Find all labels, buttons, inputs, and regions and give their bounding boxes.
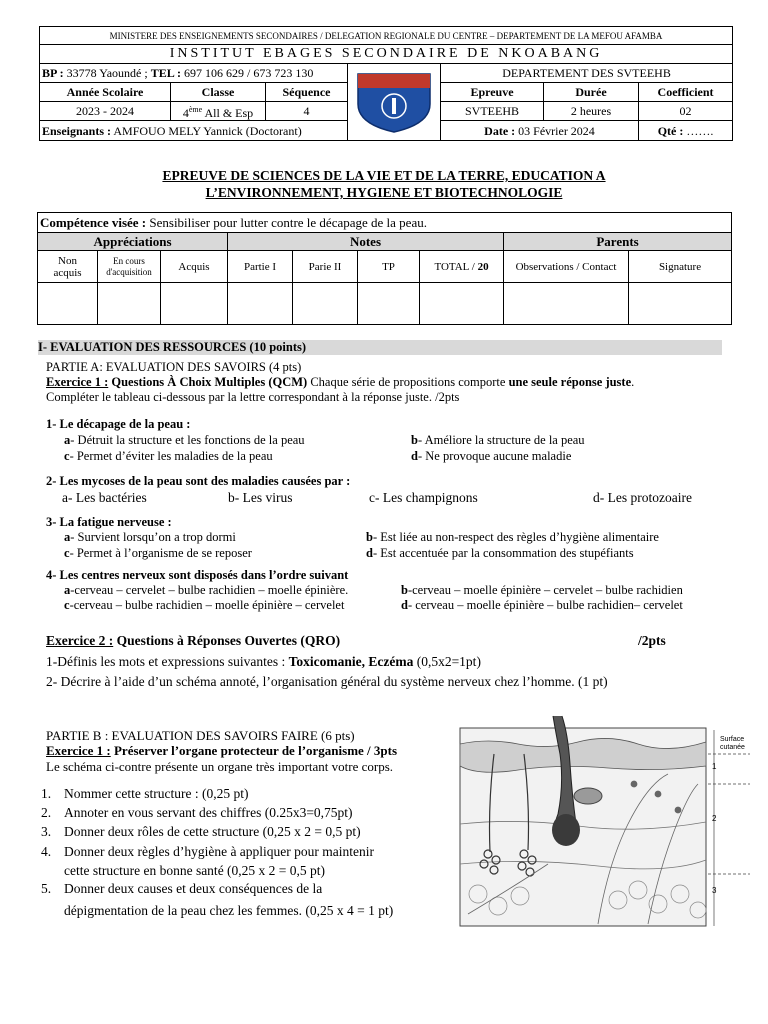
q2-option-a: a- Les bactéries (62, 490, 147, 505)
partie-b-intro: Le schéma ci-contre présente un organe très important votre corps. (46, 759, 394, 774)
header-table (39, 26, 733, 141)
q1-option-c: c- Permet d’éviter les maladies de la peau (64, 449, 273, 463)
duree-value: 2 heures (544, 102, 639, 121)
cell-empty (98, 283, 161, 325)
title-line-2: L’ENVIRONNEMENT, HYGIENE ET BIOTECHNOLOGIE (205, 185, 563, 200)
coefficient-value: 02 (639, 102, 733, 121)
q3-option-a: a- Survient lorsqu’on a trop dormi (64, 530, 236, 544)
col-non-acquis: Non acquis (38, 251, 98, 283)
department-name: DEPARTEMENT DES SVTEEHB (441, 64, 733, 83)
q4-option-a: a-cerveau – cervelet – bulbe rachidien – moelle épinière. (64, 583, 349, 597)
col-observations: Observations / Contact (504, 251, 629, 283)
partie-b-exercise: Exercice 1 : Préserver l’organe protecteur de l’organisme / 3pts (46, 743, 398, 758)
surface-label: Surface cutanée (720, 736, 745, 751)
ex1-instruction: Compléter le tableau ci-dessous par la lettre correspondant à la réponse juste. /2pts (46, 390, 460, 404)
shield-logo-icon (352, 70, 436, 134)
ex2-title: Exercice 2 : Questions à Réponses Ouvertes (QRO) (46, 633, 341, 648)
sequence-value: 4 (266, 102, 348, 121)
parents-header: Parents (504, 233, 732, 251)
q1-option-a: a- Détruit la structure et les fonctions de la peau (64, 433, 305, 447)
col-signature: Signature (629, 251, 732, 283)
col-coefficient: Coefficient (639, 83, 733, 102)
task-number-2: 2. (41, 805, 52, 820)
q4-option-b: b-cerveau – moelle épinière – cervelet – bulbe rachidien (401, 583, 683, 597)
task-2: Annoter en vous servant des chiffres (0.25x3=0,75pt) (64, 805, 353, 820)
task-number-1: 1. (41, 786, 52, 801)
q3-option-d: d- Est accentuée par la consommation des stupéfiants (366, 546, 634, 560)
col-total: TOTAL / 20 (420, 251, 504, 283)
task-5-continued: dépigmentation de la peau chez les femmes. (0,25 x 4 = 1 pt) (64, 903, 394, 918)
task-4: Donner deux règles d’hygiène à appliquer pour maintenir (64, 844, 375, 859)
task-5: Donner deux causes et deux conséquences de la (64, 881, 323, 896)
q3-option-c: c- Permet à l’organisme de se reposer (64, 546, 252, 560)
task-number-5: 5. (41, 881, 52, 896)
q4-option-c: c-cerveau – bulbe rachidien – moelle épinière – cervelet (64, 598, 345, 612)
task-4-continued: cette structure en bonne santé (0,25 x 2 = 0,5 pt) (64, 863, 326, 878)
ex2-points: /2pts (638, 633, 666, 648)
cell-empty (293, 283, 358, 325)
partie-a-title: PARTIE A: EVALUATION DES SAVOIRS (4 pts) (46, 360, 302, 374)
institute-name: INSTITUT EBAGES SECONDAIRE DE NKOABANG (40, 45, 733, 64)
title-line-1: EPREUVE DE SCIENCES DE LA VIE ET DE LA TERRE, EDUCATION A (162, 168, 606, 183)
figure-number-1: 1 (712, 762, 717, 771)
task-1: Nommer cette structure : (0,25 pt) (64, 786, 249, 801)
q3-title: 3- La fatigue nerveuse : (46, 515, 172, 529)
q4-title: 4- Les centres nerveux sont disposés dans l’ordre suivant (46, 568, 349, 582)
school-logo (348, 64, 441, 141)
notes-header: Notes (228, 233, 504, 251)
col-sequence: Séquence (266, 83, 348, 102)
section-1-title: I- EVALUATION DES RESSOURCES (10 points) (38, 340, 722, 355)
competence-row: Compétence visée : Sensibiliser pour lutter contre le décapage de la peau. (38, 213, 732, 233)
q2-option-b: b- Les virus (228, 490, 293, 505)
ex1-line: Exercice 1 : Questions À Choix Multiples (QCM) Chaque série de propositions comporte une seule réponse juste. (46, 375, 635, 389)
col-classe: Classe (171, 83, 266, 102)
figure-number-3: 3 (712, 886, 717, 895)
cell-empty (228, 283, 293, 325)
q4-option-d: d- cerveau – moelle épinière – bulbe rachidien– cervelet (401, 598, 683, 612)
cell-empty (38, 283, 98, 325)
task-number-3: 3. (41, 824, 52, 839)
col-partie-1: Partie I (228, 251, 293, 283)
figure-number-2: 2 (712, 814, 717, 823)
q1-option-d: d- Ne provoque aucune maladie (411, 449, 572, 463)
cell-empty (629, 283, 732, 325)
q2-option-c: c- Les champignons (369, 490, 478, 505)
partie-b-title: PARTIE B : EVALUATION DES SAVOIRS FAIRE (6 pts) (46, 728, 355, 743)
cell-empty (504, 283, 629, 325)
skin-diagram (458, 714, 756, 930)
evaluation-table (37, 212, 732, 325)
ex2-question-2: 2- Décrire à l’aide d’un schéma annoté, l’organisation général du système nerveux chez l’homme. (1 pt) (46, 674, 608, 689)
q1-option-b: b- Améliore la structure de la peau (411, 433, 585, 447)
col-annee: Année Scolaire (40, 83, 171, 102)
contact-line: BP : 33778 Yaoundé ; TEL : 697 106 629 / 673 723 130 (40, 64, 348, 83)
cell-empty (420, 283, 504, 325)
col-acquis: Acquis (161, 251, 228, 283)
q2-option-d: d- Les protozoaire (593, 490, 692, 505)
q1-title: 1- Le décapage de la peau : (46, 417, 191, 431)
ex2-question-1: 1-Définis les mots et expressions suivantes : Toxicomanie, Eczéma (0,5x2=1pt) (46, 654, 481, 669)
teachers-line: Enseignants : AMFOUO MELY Yannick (Doctorant) (40, 121, 348, 141)
cell-empty (161, 283, 228, 325)
appreciations-header: Appréciations (38, 233, 228, 251)
exam-title (0, 167, 768, 201)
epreuve-value: SVTEEHB (441, 102, 544, 121)
qte-line: Qté : ……. (639, 121, 733, 141)
date-line: Date : 03 Février 2024 (441, 121, 639, 141)
task-number-4: 4. (41, 844, 52, 859)
ministry-line: MINISTERE DES ENSEIGNEMENTS SECONDAIRES / DELEGATION REGIONALE DU CENTRE – DEPARTEMENT DE LA MEFOU AFAMBA (40, 27, 733, 45)
col-duree: Durée (544, 83, 639, 102)
col-tp: TP (358, 251, 420, 283)
annee-value: 2023 - 2024 (40, 102, 171, 121)
col-epreuve: Epreuve (441, 83, 544, 102)
q2-title: 2- Les mycoses de la peau sont des maladies causées par : (46, 474, 351, 488)
classe-value: 4ème All & Esp (171, 102, 266, 121)
cell-empty (358, 283, 420, 325)
task-3: Donner deux rôles de cette structure (0,25 x 2 = 0,5 pt) (64, 824, 361, 839)
col-en-cours: En cours d'acquisition (98, 251, 161, 283)
q3-option-b: b- Est liée au non-respect des règles d’hygiène alimentaire (366, 530, 659, 544)
col-partie-2: Parie II (293, 251, 358, 283)
